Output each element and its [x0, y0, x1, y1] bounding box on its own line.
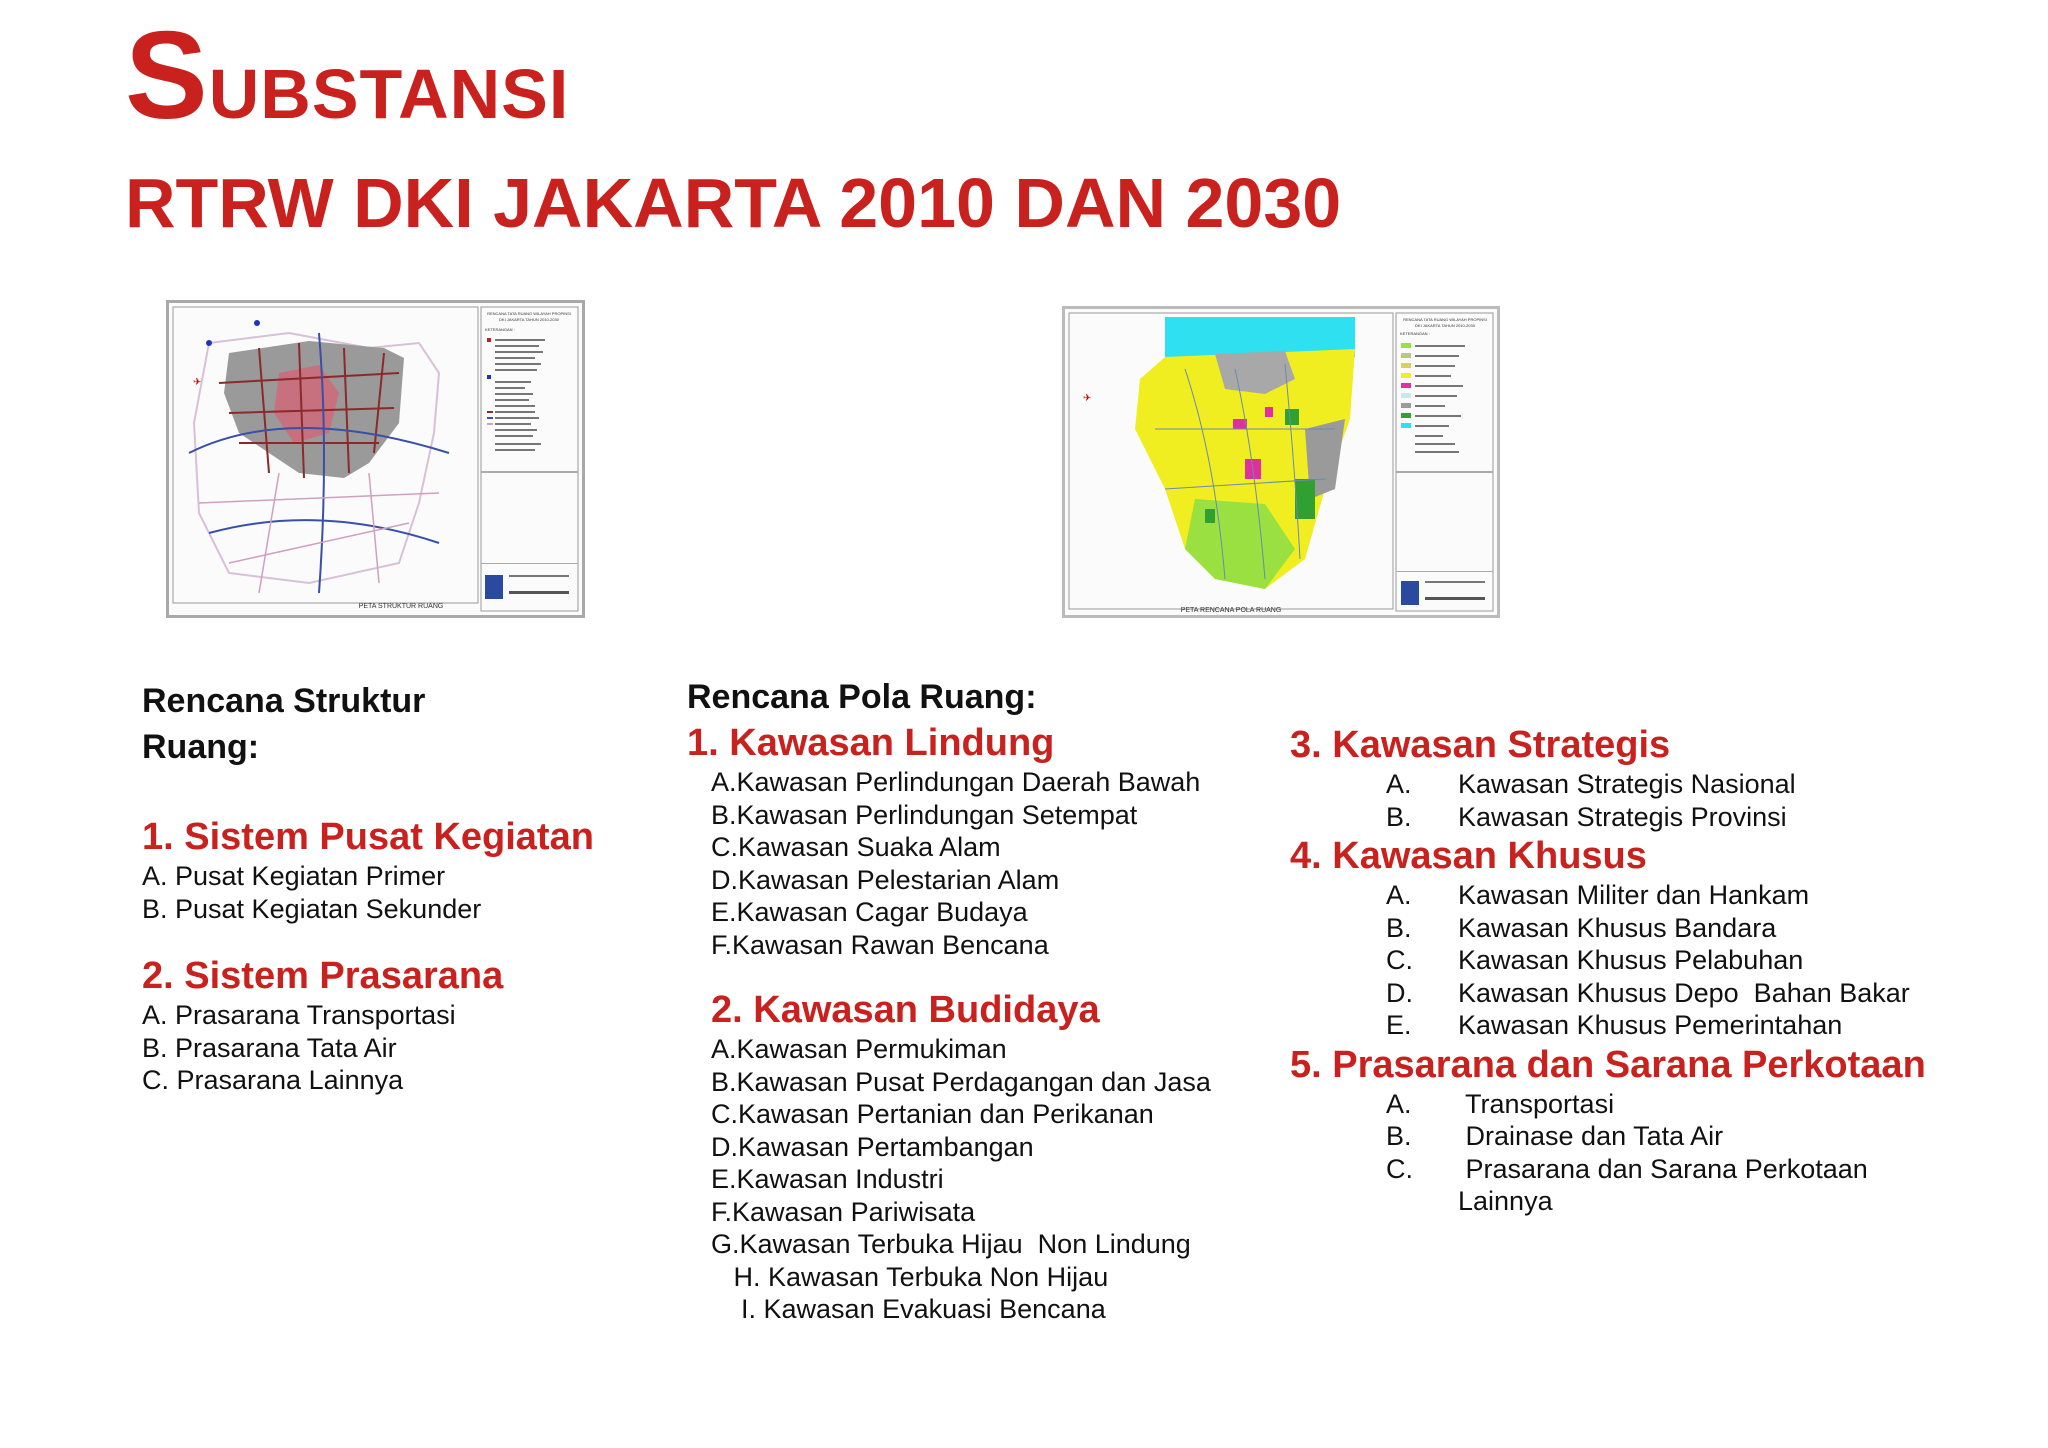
list-item — [1386, 879, 1926, 912]
item-letter: B. — [1386, 801, 1412, 832]
svg-text:✈: ✈ — [1083, 393, 1092, 404]
list-item: E.Kawasan Cagar Budaya — [711, 897, 1028, 927]
section-title: 1. Sistem Pusat Kegiatan — [142, 816, 594, 858]
map1-header-line2: DKI JAKARTA TAHUN 2010-2030 — [499, 317, 559, 322]
item-letter: A. — [1386, 880, 1412, 910]
list-item: H. Kawasan Terbuka Non Hijau — [711, 1261, 1109, 1292]
section-title: 4. Kawasan Khusus — [1290, 835, 1647, 877]
land-use-map-graphic — [1065, 309, 1497, 615]
item-letter: C. — [1386, 945, 1413, 975]
land-use-map-image — [1062, 306, 1500, 618]
list-item: B.Kawasan Pusat Perdagangan dan Jasa — [711, 1066, 1211, 1097]
list-item — [1386, 912, 1926, 945]
list-item: A.Kawasan Perlindungan Daerah Bawah — [711, 767, 1201, 797]
item-text: Kawasan Khusus Depo Bahan Bakar — [1458, 977, 1910, 1008]
list-item: A. Pusat Kegiatan Primer — [142, 861, 446, 891]
list-item — [1386, 977, 1926, 1010]
item-text: Kawasan Strategis Provinsi — [1458, 801, 1787, 832]
list-item: I. Kawasan Evakuasi Bencana — [711, 1294, 1106, 1324]
section-title: 2. Kawasan Budidaya — [711, 989, 1100, 1031]
list-item — [1386, 1153, 1926, 1186]
list-item — [1386, 1185, 1926, 1218]
item-letter: A. — [1386, 1088, 1412, 1119]
item-letter: C. — [1386, 1153, 1413, 1184]
section-title: 5. Prasarana dan Sarana Perkotaan — [1290, 1043, 1926, 1086]
section-title: 3. Kawasan Strategis — [1290, 724, 1671, 766]
structure-heading-line1: Rencana Struktur — [142, 682, 426, 720]
list-item: E.Kawasan Industri — [711, 1164, 944, 1194]
list-item — [1386, 801, 1926, 834]
svg-text:✈: ✈ — [193, 377, 202, 388]
structure-map-image — [166, 300, 585, 618]
map1-header-line1: RENCANA TATA RUANG WILAYAH PROPINSI — [487, 311, 571, 316]
item-text-continued: Lainnya — [1458, 1186, 1553, 1216]
structure-heading-line2: Ruang: — [142, 728, 260, 766]
title-first-letter: S — [125, 7, 209, 145]
structure-map-graphic — [169, 303, 582, 615]
list-item: A. Prasarana Transportasi — [142, 1000, 456, 1030]
item-letter: D. — [1386, 977, 1413, 1008]
item-text: Kawasan Khusus Pemerintahan — [1458, 1010, 1843, 1040]
list-item: C.Kawasan Suaka Alam — [711, 832, 1001, 862]
item-text: Prasarana dan Sarana Perkotaan — [1458, 1153, 1868, 1184]
list-item: F.Kawasan Rawan Bencana — [711, 929, 1049, 960]
item-text: Transportasi — [1458, 1088, 1615, 1119]
map2-caption: PETA RENCANA POLA RUANG — [1180, 607, 1282, 614]
item-text: Kawasan Khusus Bandara — [1458, 912, 1777, 943]
item-letter: A. — [1386, 769, 1412, 799]
land-use-plan-column — [687, 674, 1211, 1326]
list-item: C.Kawasan Pertanian dan Perikanan — [711, 1099, 1154, 1129]
list-item: D.Kawasan Pelestarian Alam — [711, 864, 1060, 895]
map2-header-line1: RENCANA TATA RUANG WILAYAH PROPINSI — [1403, 317, 1487, 322]
list-item: F.Kawasan Pariwisata — [711, 1196, 976, 1227]
list-item: B.Kawasan Perlindungan Setempat — [711, 799, 1138, 830]
item-text: Kawasan Militer dan Hankam — [1458, 880, 1810, 910]
map2-legend-title: KETERANGAN : — [1400, 331, 1430, 336]
list-item: B. Pusat Kegiatan Sekunder — [142, 893, 482, 924]
item-letter: E. — [1386, 1010, 1412, 1040]
structure-plan-column — [142, 678, 594, 1097]
item-text: Kawasan Khusus Pelabuhan — [1458, 945, 1804, 975]
list-item — [1386, 1009, 1926, 1042]
item-letter: B. — [1386, 1121, 1412, 1151]
title-rest: UBSTANSI — [208, 55, 570, 133]
item-letter: B. — [1386, 912, 1412, 943]
list-item: A.Kawasan Permukiman — [711, 1034, 1007, 1064]
list-item: D.Kawasan Pertambangan — [711, 1131, 1034, 1162]
list-item: G.Kawasan Terbuka Hijau Non Lindung — [711, 1229, 1191, 1259]
slide-title — [125, 7, 570, 145]
slide-subtitle: RTRW DKI JAKARTA 2010 DAN 2030 — [125, 164, 1342, 242]
map1-legend-title: KETERANGAN : — [485, 327, 515, 332]
map1-caption: PETA STRUKTUR RUANG — [358, 603, 444, 610]
section-title: 2. Sistem Prasarana — [142, 955, 504, 997]
strategic-special-column — [1290, 722, 1926, 1218]
list-item — [1386, 1088, 1926, 1121]
item-text: Drainase dan Tata Air — [1458, 1121, 1724, 1151]
list-item — [1386, 1120, 1926, 1153]
list-item — [1386, 944, 1926, 977]
map2-header-line2: DKI JAKARTA TAHUN 2010-2030 — [1415, 323, 1475, 328]
land-use-heading: Rencana Pola Ruang: — [687, 678, 1037, 716]
list-item: C. Prasarana Lainnya — [142, 1065, 404, 1095]
list-item — [1386, 768, 1926, 801]
list-item: B. Prasarana Tata Air — [142, 1032, 397, 1063]
item-text: Kawasan Strategis Nasional — [1458, 769, 1796, 799]
section-title: 1. Kawasan Lindung — [687, 722, 1055, 764]
